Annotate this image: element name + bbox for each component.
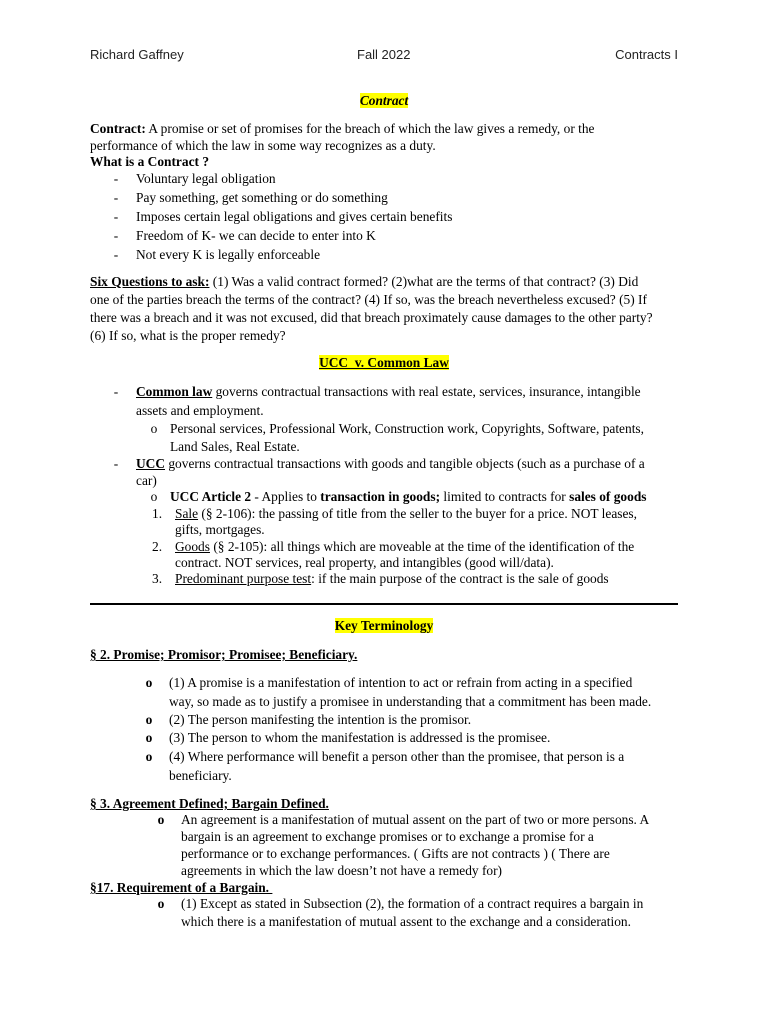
dash-marker: -	[113, 228, 119, 243]
ucc-article-line	[170, 488, 647, 506]
item-text: (2) The person manifesting the intention is the promisor.	[169, 712, 472, 727]
item-number: 3.	[152, 571, 163, 586]
item-text: (1) A promise is a manifestation of intention to act or refrain from acting in a specified	[169, 675, 633, 690]
item-number: 2.	[152, 539, 163, 554]
ucc-article-bold: transaction in goods;	[320, 489, 441, 504]
bullet-text: Imposes certain legal obligations and gives certain benefits	[136, 209, 453, 224]
item-text: (§ 2-105): all things which are moveable at the time of the identification of the	[209, 539, 635, 554]
circle-marker: o	[157, 896, 165, 911]
bullet-text: Not every K is legally enforceable	[136, 247, 321, 262]
item-text-cont: contract. NOT services, real property, and intangibles (good will/data).	[175, 555, 554, 570]
six-questions-line: one of the parties breach the terms of the contract? (4) If so, was the breach nevertheless excused? (5) If	[90, 292, 647, 307]
item-text: An agreement is a manifestation of mutual assent on the part of two or more persons. A	[181, 812, 650, 827]
section-17-heading: §17. Requirement of a Bargain.	[90, 880, 273, 895]
circle-marker: o	[150, 489, 158, 504]
key-terminology-title-wrap	[0, 617, 768, 635]
item-text: (3) The person to whom the manifestation is addressed is the promisee.	[169, 730, 551, 745]
item-label: Sale	[175, 506, 199, 521]
circle-marker: o	[145, 730, 153, 745]
definition-term: Contract:	[90, 121, 146, 136]
item-text: performance or to exchange performances. ( Gifts are not contracts ) ( There are	[181, 846, 610, 861]
definition-text-2: performance of which the law in some way recognizes as a duty.	[90, 138, 436, 153]
dash-marker: -	[113, 456, 119, 471]
key-terminology-title: Key Terminology	[334, 618, 434, 633]
circle-marker: o	[145, 675, 153, 690]
bullet-text: Pay something, get something or do something	[136, 190, 388, 205]
common-law-text-cont: assets and employment.	[136, 403, 264, 418]
contract-title: Contract	[359, 93, 409, 108]
item-number: 1.	[152, 506, 163, 521]
ucc-article-bold: sales of goods	[569, 489, 647, 504]
what-is-contract-heading: What is a Contract ?	[90, 154, 210, 169]
header-term: Fall 2022	[357, 47, 411, 62]
common-law-sub-text: Personal services, Professional Work, Construction work, Copyrights, Software, patents,	[170, 421, 644, 436]
six-questions-line: there was a breach and it was not excused, did that breach proximately cause damages to the other party?	[90, 310, 653, 325]
circle-marker: o	[157, 812, 165, 827]
common-law-sub-text-cont: Land Sales, Real Estate.	[170, 439, 300, 454]
common-law-label: Common law	[136, 384, 213, 399]
ucc-text: governs contractual transactions with goods and tangible objects (such as a purchase of a	[165, 456, 645, 471]
contract-definition	[90, 120, 690, 171]
dash-marker: -	[113, 384, 119, 399]
common-law-text: governs contractual transactions with real estate, services, insurance, intangible	[212, 384, 641, 399]
section-divider	[90, 603, 678, 605]
ucc-article-label: UCC Article 2	[170, 489, 252, 504]
item-label: Predominant purpose test	[175, 571, 312, 586]
six-questions-paragraph	[90, 273, 690, 345]
circle-marker: o	[150, 421, 158, 436]
item-text-cont: way, so made as to justify a promisee in understanding that a commitment has been made.	[169, 694, 652, 709]
dash-marker: -	[113, 247, 119, 262]
ucc-title-wrap	[0, 354, 768, 372]
six-questions-line: (6) If so, what is the proper remedy?	[90, 328, 286, 343]
item-label: Goods	[175, 539, 210, 554]
contract-title-wrap	[0, 92, 768, 110]
section-2-heading: § 2. Promise; Promisor; Promisee; Beneficiary.	[90, 647, 358, 662]
item-text: agreements in which the law doesn’t not have a remedy for)	[181, 863, 503, 878]
bullet-text: Voluntary legal obligation	[136, 171, 276, 186]
item-text: bargain is an agreement to exchange promises or to exchange a promise for a	[181, 829, 594, 844]
item-text-cont: gifts, mortgages.	[175, 522, 265, 537]
item-text: which there is a manifestation of mutual assent to the exchange and a consideration.	[181, 914, 631, 929]
six-questions-label: Six Questions to ask:	[90, 274, 210, 289]
dash-marker: -	[113, 190, 119, 205]
ucc-article-text: limited to contracts for	[440, 489, 570, 504]
dash-marker: -	[113, 209, 119, 224]
ucc-article-text: - Applies to	[251, 489, 321, 504]
section-3-heading: § 3. Agreement Defined; Bargain Defined.	[90, 796, 329, 811]
header-author: Richard Gaffney	[90, 47, 184, 62]
six-questions-line: (1) Was a valid contract formed? (2)what are the terms of that contract? (3) Did	[209, 274, 639, 289]
ucc-title: UCC v. Common Law	[319, 355, 449, 370]
ucc-label: UCC	[136, 456, 166, 471]
circle-marker: o	[145, 712, 153, 727]
ucc-text-cont: car)	[136, 473, 157, 488]
definition-text-1: A promise or set of promises for the breach of which the law gives a remedy, or the	[145, 121, 595, 136]
item-text: (1) Except as stated in Subsection (2), the formation of a contract requires a bargain in	[181, 896, 644, 911]
item-text: (§ 2-106): the passing of title from the seller to the buyer for a price. NOT leases,	[198, 506, 637, 521]
header-course: Contracts I	[615, 47, 678, 62]
dash-marker: -	[113, 171, 119, 186]
circle-marker: o	[145, 749, 153, 764]
item-text: : if the main purpose of the contract is the sale of goods	[311, 571, 609, 586]
bullet-text: Freedom of K- we can decide to enter into K	[136, 228, 376, 243]
item-text-cont: beneficiary.	[169, 768, 232, 783]
item-text: (4) Where performance will benefit a person other than the promisee, that person is a	[169, 749, 625, 764]
